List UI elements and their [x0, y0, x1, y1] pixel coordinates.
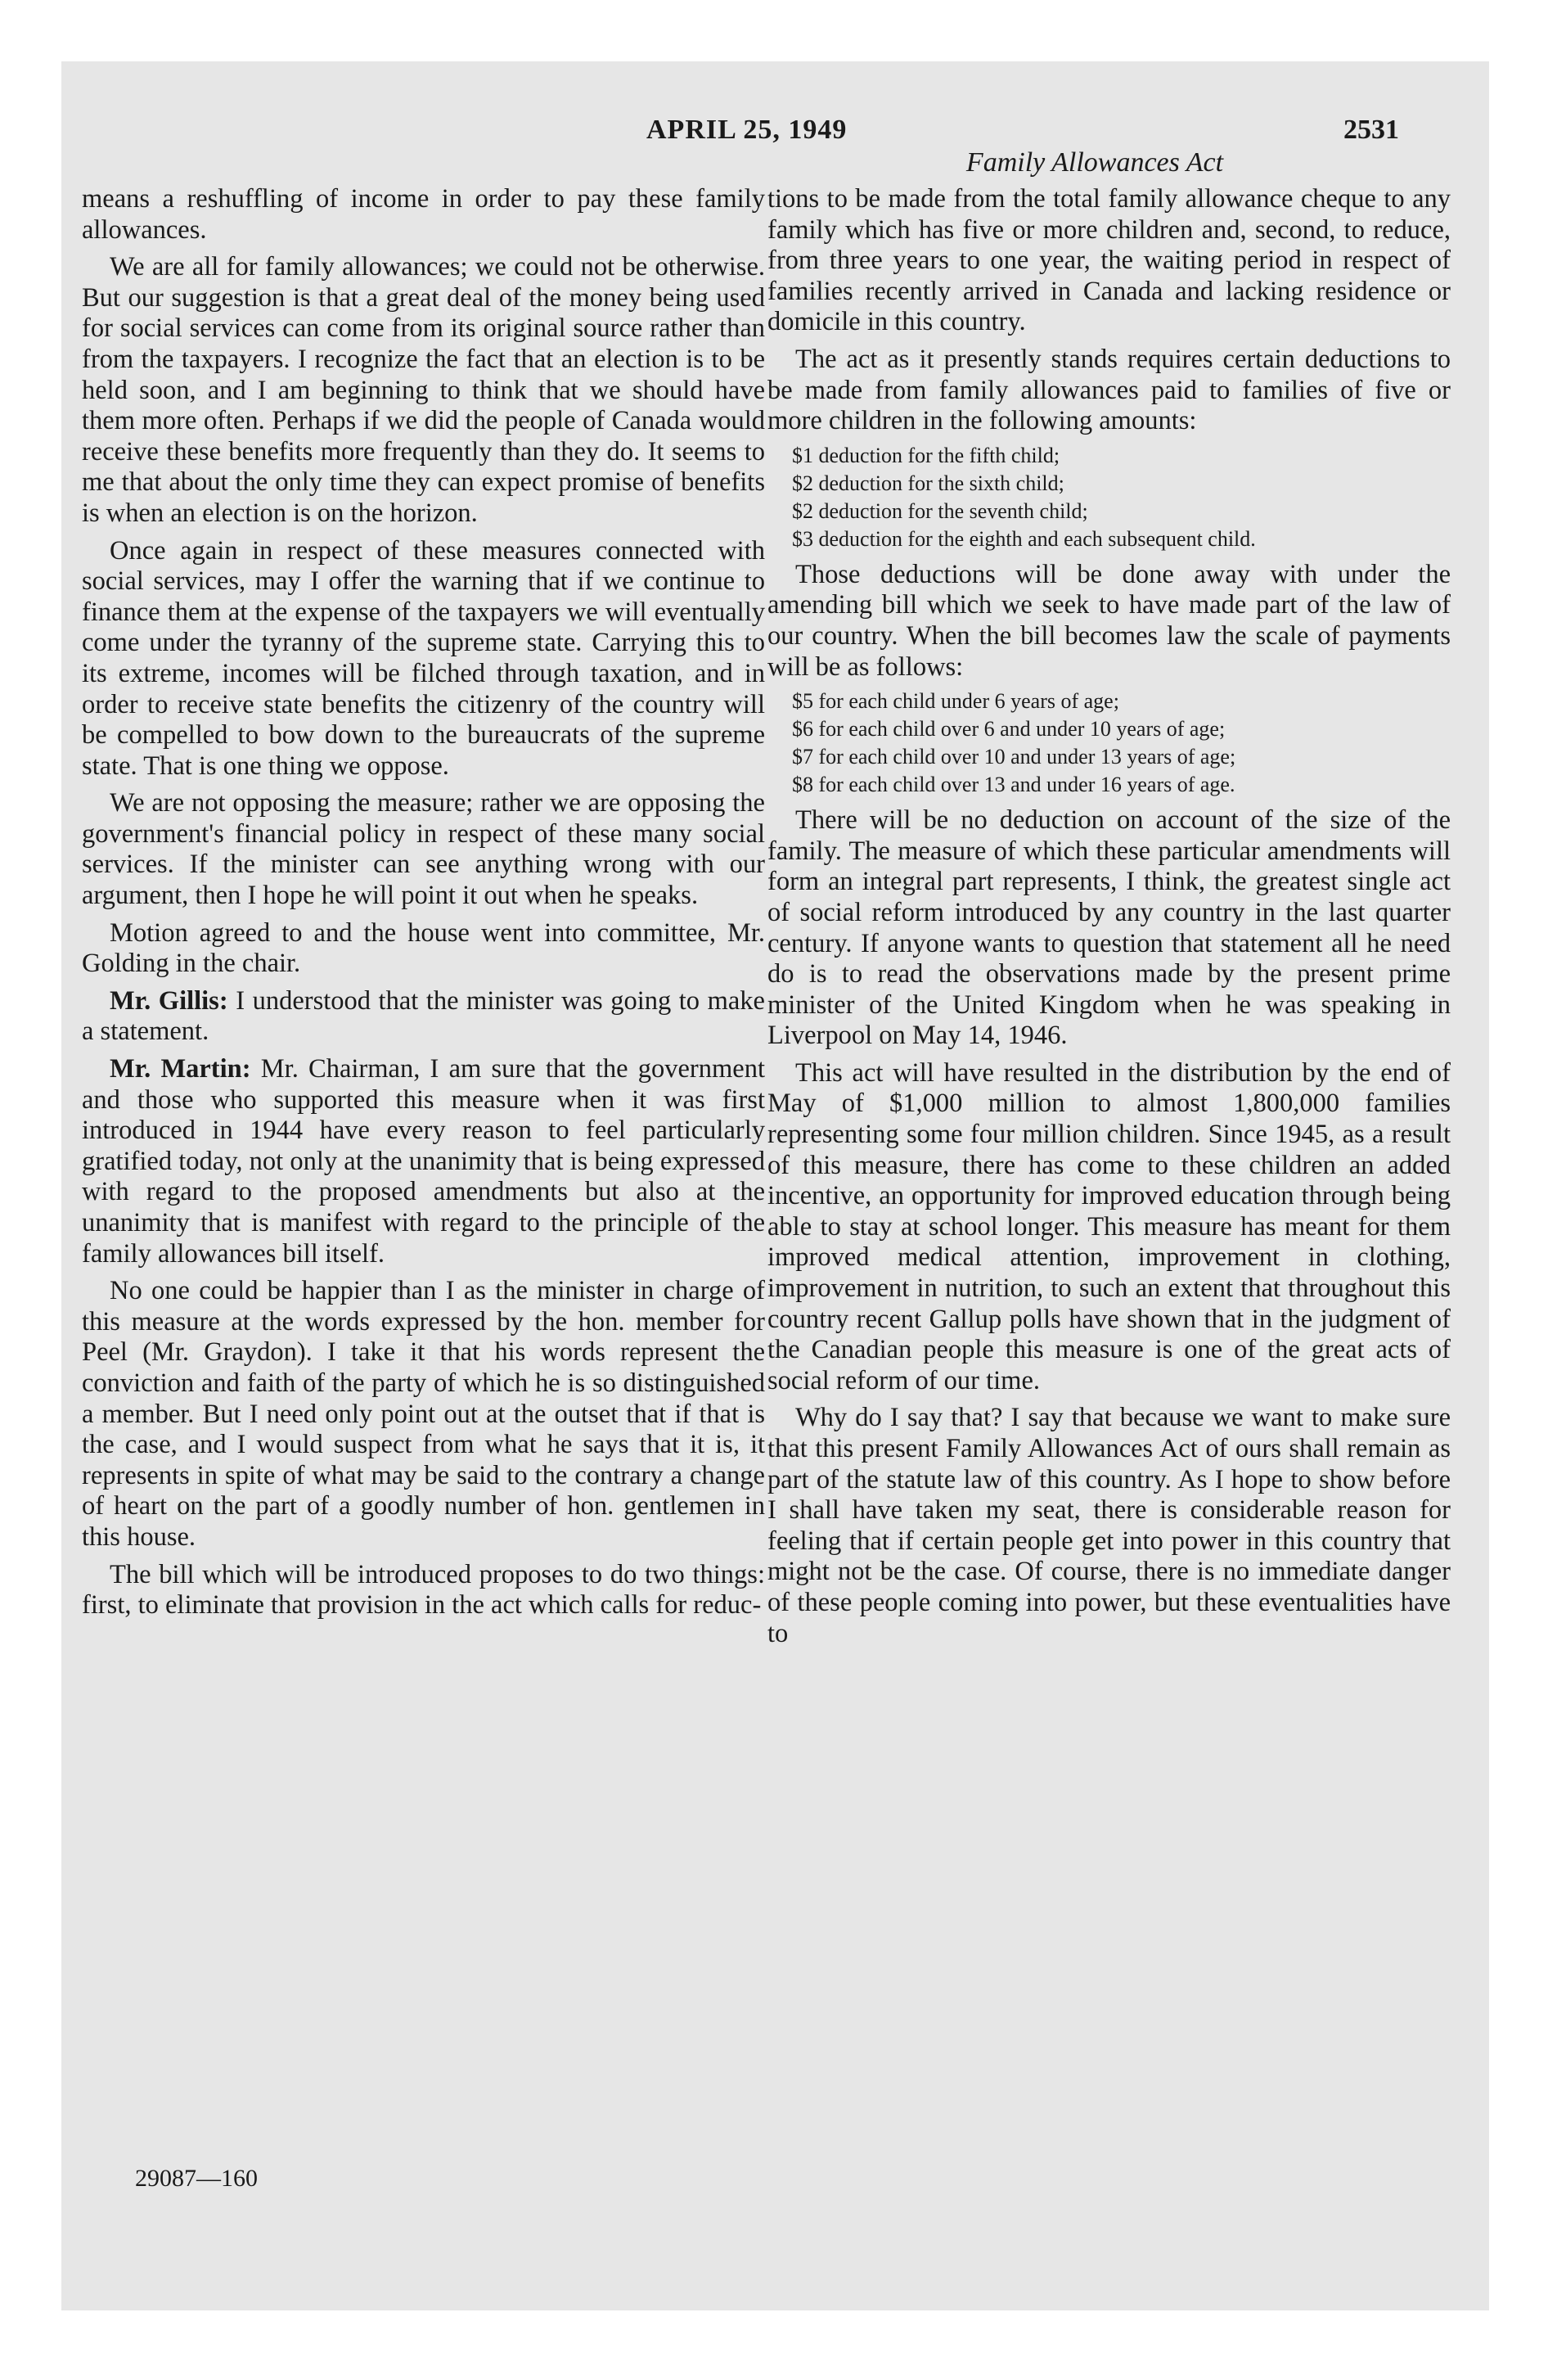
speech-gillis [82, 986, 765, 1048]
list-item: $2 deduction for the sixth child; [792, 471, 1064, 495]
deductions-list [767, 444, 1451, 552]
paragraph: The act as it presently stands requires certain deductions to be made from family allowances paid to families of five or more children in the following amounts: [767, 344, 1451, 436]
procedural-note: Motion agreed to and the house went into committee, Mr. Golding in the chair. [82, 917, 765, 979]
speech-martin [82, 1054, 765, 1269]
page-number: 2531 [1343, 115, 1399, 145]
right-column [767, 184, 1451, 1656]
running-title: Family Allowances Act [965, 147, 1224, 178]
speech-text: I understood that the minister was going to make a statement. [82, 985, 765, 1047]
paragraph: Why do I say that? I say that because we want to make sure that this present Family Allowances Act of ours shall remain as part of the statute law of this country. As I hope to show before I shall have taken my seat, there is considerable reason for feeling that if certain people get into power in this country that might not be the case. Of course, there is no immediate danger of these people coming into power, but these eventualities have to [767, 1403, 1451, 1648]
list-item: $2 deduction for the seventh child; [792, 498, 1088, 523]
left-column [82, 184, 765, 1628]
paragraph: Once again in respect of these measures connected with social services, may I offer the warning that if we continue to finance them at the expense of the taxpayers we will eventually come under the tyranny of the supreme state. Carrying this to its extreme, incomes will be filched through taxation, and in order to receive state benefits the citizenry of the country will be compelled to bow down to the bureaucrats of the supreme state. That is one thing we oppose. [82, 535, 765, 781]
paragraph: tions to be made from the total family allowance cheque to any family which has five or more children and, second, to reduce, from three years to one year, the waiting period in respect of families recently arrived in Canada and lacking residence or domicile in this country. [767, 184, 1451, 337]
paragraph: This act will have resulted in the distribution by the end of May of $1,000 million to almost 1,800,000 families representing some four million children. Since 1945, as a result of this measure, there has come to these children an added incentive, an opportunity for improved education through being able to stay at school longer. This measure has meant for them improved medical attention, improvement in clothing, improvement in nutrition, to such an extent that throughout this country recent Gallup polls have shown that in the judgment of the Canadian people this measure is one of the great acts of social reform of our time. [767, 1057, 1451, 1395]
list-item: $3 deduction for the eighth and each subsequent child. [792, 526, 1256, 551]
paragraph: We are not opposing the measure; rather we are opposing the government's financial policy in respect of these many social services. If the minister can see anything wrong with our argument, then I hope he will point it out when he speaks. [82, 788, 765, 911]
paragraph: The bill which will be introduced proposes to do two things: first, to eliminate that provision in the act which calls for reduc- [82, 1559, 765, 1620]
list-item: $6 for each child over 6 and under 10 years of age; [792, 717, 1226, 741]
paragraph: means a reshuffling of income in order to pay these family allowances. [82, 184, 765, 245]
paragraph: There will be no deduction on account of the size of the family. The measure of which these particular amendments will form an integral part represents, I think, the greatest single act of social reform introduced by any country in the last quarter century. If anyone wants to question that statement all he need do is to read the observations made by the present prime minister of the United Kingdom when he was speaking in Liverpool on May 14, 1946. [767, 805, 1451, 1051]
list-item: $1 deduction for the fifth child; [792, 443, 1060, 467]
payment-scale-list [767, 689, 1451, 797]
paragraph: No one could be happier than I as the minister in charge of this measure at the words expressed by the hon. member for Peel (Mr. Graydon). I take it that his words represent the conviction and faith of the party of which he is so distinguished a member. But I need only point out at the outset that if that is the case, and I would suspect from what he says that it is, it represents in spite of what may be said to the contrary a change of heart on the part of a goodly number of hon. gentlemen in this house. [82, 1276, 765, 1552]
speaker-name: Mr. Gillis: [110, 985, 228, 1016]
paragraph: We are all for family allowances; we could not be otherwise. But our suggestion is that a great deal of the money being used for social services can come from its original source rather than from the taxpayers. I recognize the fact that an election is to be held soon, and I am beginning to think that we should have them more often. Perhaps if we did the people of Canada would receive these benefits more frequently than they do. It seems to me that about the only time they can expect promise of benefits is when an election is on the horizon. [82, 252, 765, 528]
paragraph: Those deductions will be done away with under the amending bill which we seek to have made part of the law of our country. When the bill becomes law the scale of payments will be as follows: [767, 559, 1451, 682]
speaker-name: Mr. Martin: [110, 1054, 251, 1084]
list-item: $7 for each child over 10 and under 13 years of age; [792, 745, 1236, 769]
list-item: $8 for each child over 13 and under 16 years of age. [792, 773, 1235, 797]
speech-text: Mr. Chairman, I am sure that the government and those who supported this measure when it was first introduced in 1944 have every reason to feel particularly gratified today, not only at the unanimity that is being expressed with regard to the proposed amendments but also at the unanimity that is manifest with regard to the principle of the family allowances bill itself. [82, 1054, 765, 1269]
header-date: APRIL 25, 1949 [646, 115, 848, 145]
footer-code: 29087—160 [135, 2165, 258, 2192]
list-item: $5 for each child under 6 years of age; [792, 689, 1119, 714]
